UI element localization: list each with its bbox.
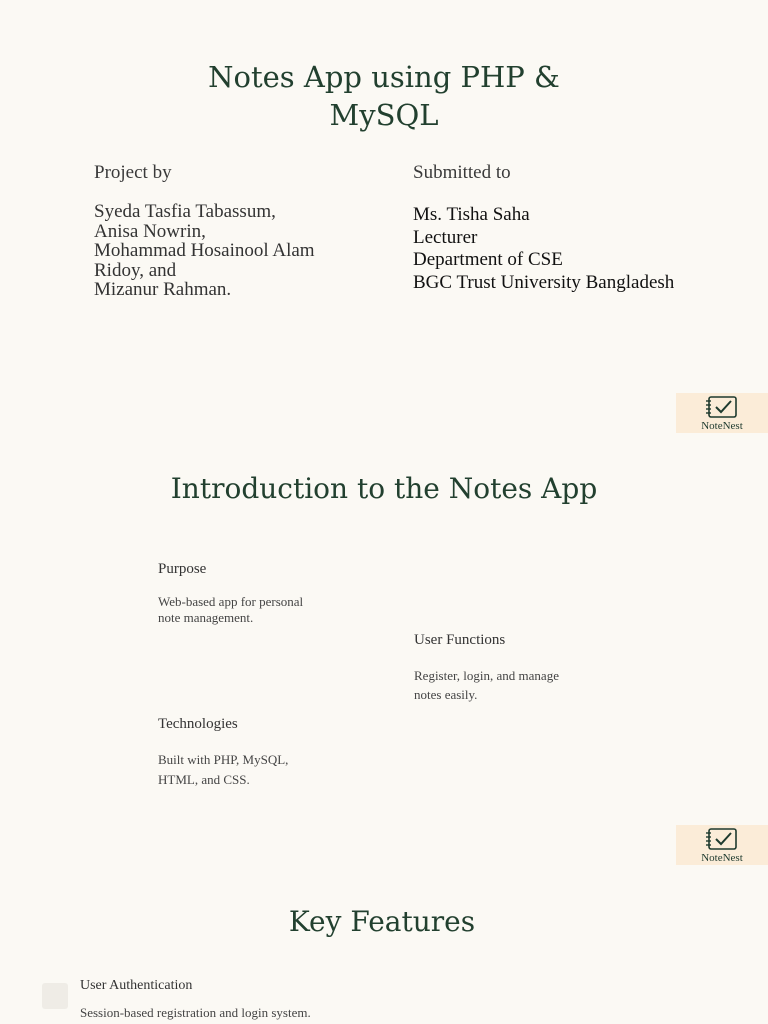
submitted-to-label: Submitted to xyxy=(413,162,511,183)
intro-heading: Introduction to the Notes App xyxy=(170,472,598,505)
card-text-line: note management. xyxy=(158,610,254,625)
notenest-logo xyxy=(676,825,768,865)
member-line: Ridoy, and xyxy=(94,259,177,281)
page-title xyxy=(184,58,584,134)
card-text-technologies xyxy=(158,750,288,790)
project-members xyxy=(94,202,315,300)
card-text-purpose xyxy=(158,594,303,626)
supervisor-name: Ms. Tisha Saha xyxy=(413,204,530,225)
card-title-user-functions: User Functions xyxy=(414,632,506,648)
member-line: Syeda Tasfia Tabassum, xyxy=(94,201,276,222)
member-line: Mizanur Rahman. xyxy=(94,279,232,300)
card-title-technologies: Technologies xyxy=(158,716,238,732)
card-text-line: notes easily. xyxy=(414,687,478,702)
notebook-check-icon xyxy=(705,395,739,419)
supervisor-department: Department of CSE xyxy=(413,249,563,270)
feature-title: User Authentication xyxy=(80,978,193,993)
supervisor-title: Lecturer xyxy=(413,226,478,248)
logo-text: NoteNest xyxy=(701,419,743,432)
logo-text: NoteNest xyxy=(701,851,743,864)
member-line: Mohammad Hosainool Alam xyxy=(94,240,315,261)
supervisor-info xyxy=(413,204,674,294)
card-text-line: Built with PHP, MySQL, xyxy=(158,752,289,767)
card-title-purpose: Purpose xyxy=(158,561,207,577)
title-line-1: Notes App using PHP & xyxy=(208,60,560,94)
card-text-line: Register, login, and manage xyxy=(414,668,559,683)
supervisor-university: BGC Trust University Bangladesh xyxy=(413,271,675,293)
notebook-check-icon xyxy=(705,827,739,851)
notenest-logo xyxy=(676,393,768,433)
member-line: Anisa Nowrin, xyxy=(94,220,206,242)
card-text-user-functions xyxy=(414,666,559,704)
card-text-line: Web-based app for personal xyxy=(158,594,304,609)
project-by-label: Project by xyxy=(94,162,172,183)
feature-icon-box xyxy=(42,983,68,1009)
features-heading: Key Features xyxy=(288,905,476,938)
title-line-2: MySQL xyxy=(329,98,439,132)
feature-text: Session-based registration and login system. xyxy=(80,1005,311,1020)
card-text-line: HTML, and CSS. xyxy=(158,772,250,787)
